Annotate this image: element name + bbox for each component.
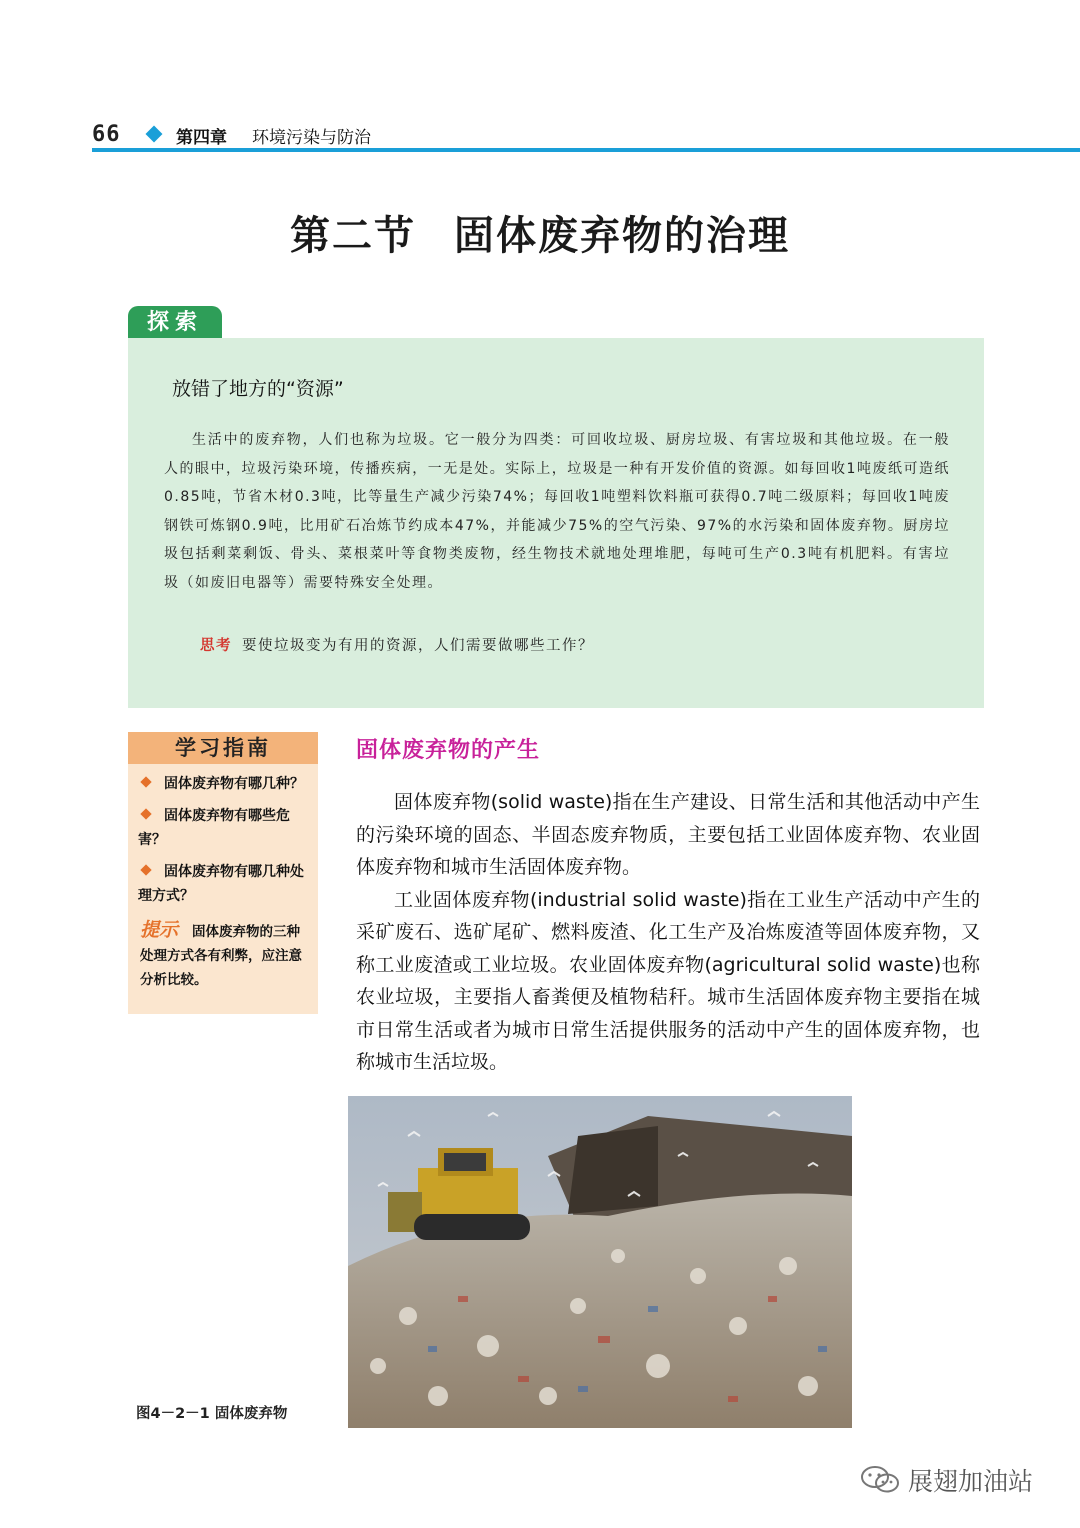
tip-label: 提示 xyxy=(140,919,179,941)
think-prompt xyxy=(200,634,594,655)
paragraph: 工业固体废弃物(industrial solid waste)指在工业生产活动中产生的采矿废石、选矿尾矿、燃料废渣、化工生产及冶炼废渣等固体废弃物，又称工业废渣或工业垃圾。农业固体废弃物(agricultural solid waste)也称农业垃圾，主要指人畜粪便及植物秸秆。城市生活固体废弃物主要指在城市日常生活或者为城市日常生活提供服务的活动中产生的固体废弃物，也称城市生活垃圾。 xyxy=(356,888,980,1073)
header-rule xyxy=(92,148,1080,152)
think-text: 要使垃圾变为有用的资源，人们需要做哪些工作？ xyxy=(242,638,594,654)
landfill-photo xyxy=(348,1096,852,1428)
explore-heading: 放错了地方的“资源” xyxy=(172,378,344,400)
study-guide xyxy=(128,732,318,1014)
guide-item: 固体废弃物有哪几种处理方式？ xyxy=(138,864,304,904)
explore-body: 生活中的废弃物，人们也称为垃圾。它一般分为四类：可回收垃圾、厨房垃圾、有害垃圾和其他垃圾。在一般人的眼中，垃圾污染环境，传播疾病，一无是处。实际上，垃圾是一种有开发价值的资源。如每回收1吨废纸可造纸0.85吨，节省木材0.3吨，比等量生产减少污染74%；每回收1吨塑料饮料瓶可获得0.7吨二级原料；每回收1吨废钢铁可炼钢0.9吨，比用矿石冶炼节约成本47%，并能减少75%的空气污染、97%的水污染和固体废弃物。厨房垃圾包括剩菜剩饭、骨头、菜根菜叶等食物类废物，经生物技术就地处理堆肥，每吨可生产0.3吨有机肥料。有害垃圾（如废旧电器等）需要特殊安全处理。 xyxy=(164,432,950,591)
think-label: 思考 xyxy=(200,638,232,654)
guide-item: 固体废弃物有哪些危害？ xyxy=(138,808,290,848)
page-number: 66 xyxy=(92,122,121,147)
explore-tab: 探索 xyxy=(128,306,222,340)
guide-tip xyxy=(140,918,310,992)
chapter-label: 第四章 xyxy=(176,128,227,148)
tip-text: 固体废弃物的三种处理方式各有利弊，应注意分析比较。 xyxy=(140,924,302,988)
subsection-title: 固体废弃物的产生 xyxy=(356,738,541,763)
watermark xyxy=(860,1462,1033,1498)
page-header xyxy=(92,118,1080,154)
guide-item: 固体废弃物有哪几种？ xyxy=(138,772,310,796)
chapter-title: 环境污染与防治 xyxy=(252,128,371,148)
diamond-bullet-icon xyxy=(140,808,151,819)
diamond-bullet-icon xyxy=(140,776,151,787)
wechat-icon xyxy=(860,1464,902,1496)
body-text xyxy=(356,786,980,1079)
paragraph: 固体废弃物(solid waste)指在生产建设、日常生活和其他活动中产生的污染环境的固态、半固态废弃物质，主要包括工业固体废弃物、农业固体废弃物和城市生活固体废弃物。 xyxy=(356,791,980,878)
diamond-bullet-icon xyxy=(146,126,163,143)
study-guide-title: 学习指南 xyxy=(128,732,318,764)
figure-caption: 图4－2－1 固体废弃物 xyxy=(136,1406,288,1422)
diamond-bullet-icon xyxy=(140,864,151,875)
section-title: 第二节 固体废弃物的治理 xyxy=(290,212,790,259)
watermark-text: 展翅加油站 xyxy=(908,1467,1034,1496)
explore-box xyxy=(128,338,984,708)
